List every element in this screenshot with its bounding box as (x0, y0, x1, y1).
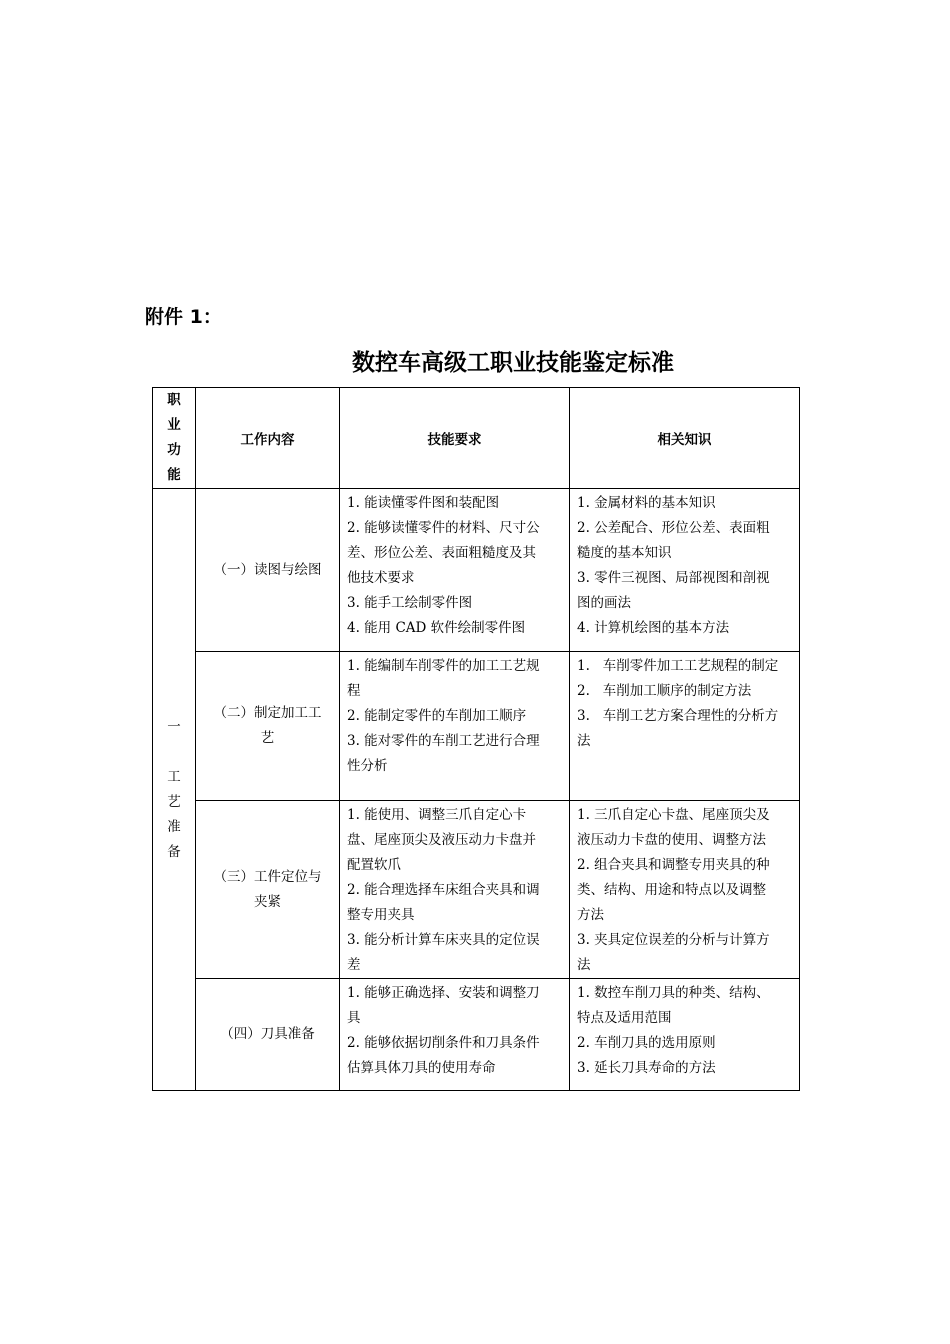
knowledge-line: 类、结构、用途和特点以及调整 (577, 882, 766, 898)
header-work-content: 工作内容 (196, 388, 340, 489)
table-row (153, 979, 800, 1091)
work-content-text: 夹紧 (254, 893, 281, 910)
header-related-knowledge: 相关知识 (570, 388, 800, 489)
skill-line: 4. 能用 CAD 软件绘制零件图 (347, 620, 526, 636)
function-name-char: 工 (167, 768, 181, 785)
knowledge-line: 1. 数控车削刀具的种类、结构、 (577, 985, 770, 1001)
work-content-text: （四）刀具准备 (220, 1026, 315, 1042)
knowledge-line: 1. 三爪自定心卡盘、尾座顶尖及 (577, 807, 770, 823)
skill-line: 1. 能使用、调整三爪自定心卡 (347, 807, 527, 823)
work-content-cell (196, 652, 340, 801)
work-content-text: （二）制定加工工 (213, 705, 322, 721)
knowledge-line: 法 (577, 957, 591, 973)
work-content-text: （三）工件定位与 (213, 868, 322, 885)
table-row (153, 652, 800, 801)
skill-line: 差 (347, 957, 361, 973)
knowledge-cell (570, 489, 800, 652)
skill-line: 1. 能够正确选择、安装和调整刀 (347, 985, 540, 1001)
knowledge-line: 3. 延长刀具寿命的方法 (577, 1060, 716, 1076)
function-cell (153, 489, 196, 1091)
skill-line: 3. 能手工绘制零件图 (347, 595, 473, 611)
skill-line: 3. 能对零件的车削工艺进行合理 (347, 733, 540, 749)
skills-cell (340, 979, 570, 1091)
work-content-cell (196, 801, 340, 979)
knowledge-line: 4. 计算机绘图的基本方法 (577, 620, 730, 636)
skill-line: 盘、尾座顶尖及液压动力卡盘并 (347, 832, 536, 848)
knowledge-line: 3. 零件三视图、局部视图和剖视 (577, 570, 770, 586)
knowledge-line: 图的画法 (577, 595, 631, 611)
knowledge-line: 3. 夹具定位误差的分析与计算方 (577, 932, 770, 948)
skill-line: 他技术要求 (347, 570, 415, 586)
header-skill-requirements: 技能要求 (340, 388, 570, 489)
knowledge-line: 2. 车削加工顺序的制定方法 (577, 683, 752, 699)
function-number: 一 (167, 718, 181, 735)
header-function-char: 能 (167, 467, 181, 483)
skill-line: 性分析 (347, 758, 388, 774)
table-row (153, 489, 800, 652)
table-row (153, 801, 800, 979)
knowledge-line: 法 (577, 733, 591, 749)
skills-cell (340, 801, 570, 979)
header-function-char: 功 (167, 442, 181, 458)
skill-line: 配置软爪 (347, 857, 401, 873)
work-content-text: 艺 (260, 730, 275, 746)
skill-line: 2. 能制定零件的车削加工顺序 (347, 708, 527, 724)
skill-line: 估算具体刀具的使用寿命 (347, 1060, 496, 1076)
skill-line: 程 (347, 683, 361, 699)
header-function (153, 388, 196, 489)
skill-line: 2. 能够依据切削条件和刀具条件 (347, 1035, 540, 1051)
function-name-char: 备 (167, 843, 181, 860)
function-name-char: 准 (167, 818, 181, 835)
knowledge-line: 2. 车削刀具的选用原则 (577, 1035, 716, 1051)
skills-cell (340, 489, 570, 652)
table-header-row (153, 388, 800, 489)
skill-line: 1. 能编制车削零件的加工工艺规 (347, 658, 540, 674)
skill-line: 2. 能合理选择车床组合夹具和调 (347, 882, 540, 898)
standards-table (152, 387, 800, 1091)
skill-line: 差、形位公差、表面粗糙度及其 (347, 545, 536, 561)
knowledge-line: 1. 车削零件加工工艺规程的制定 (577, 658, 779, 674)
knowledge-cell (570, 979, 800, 1091)
knowledge-line: 1. 金属材料的基本知识 (577, 495, 716, 511)
skill-line: 1. 能读懂零件图和装配图 (347, 495, 500, 511)
knowledge-line: 液压动力卡盘的使用、调整方法 (577, 832, 766, 848)
knowledge-line: 方法 (577, 907, 604, 923)
skill-line: 2. 能够读懂零件的材料、尺寸公 (347, 520, 540, 536)
skill-line: 3. 能分析计算车床夹具的定位误 (347, 932, 540, 948)
knowledge-cell (570, 652, 800, 801)
knowledge-line: 糙度的基本知识 (577, 545, 672, 561)
header-function-char: 职 (167, 392, 181, 408)
attachment-label: 附件 1： (145, 306, 222, 328)
skill-line: 整专用夹具 (347, 907, 415, 923)
function-name-char: 艺 (167, 793, 181, 810)
knowledge-line: 特点及适用范围 (577, 1010, 672, 1026)
work-content-cell (196, 979, 340, 1091)
knowledge-cell (570, 801, 800, 979)
skills-cell (340, 652, 570, 801)
document-title: 数控车高级工职业技能鉴定标准 (352, 350, 674, 376)
knowledge-line: 3. 车削工艺方案合理性的分析方 (577, 708, 779, 724)
header-function-char: 业 (167, 417, 181, 433)
skill-line: 具 (347, 1010, 361, 1026)
work-content-text: （一）读图与绘图 (213, 561, 322, 578)
work-content-cell (196, 489, 340, 652)
knowledge-line: 2. 组合夹具和调整专用夹具的种 (577, 857, 770, 873)
knowledge-line: 2. 公差配合、形位公差、表面粗 (577, 520, 770, 536)
